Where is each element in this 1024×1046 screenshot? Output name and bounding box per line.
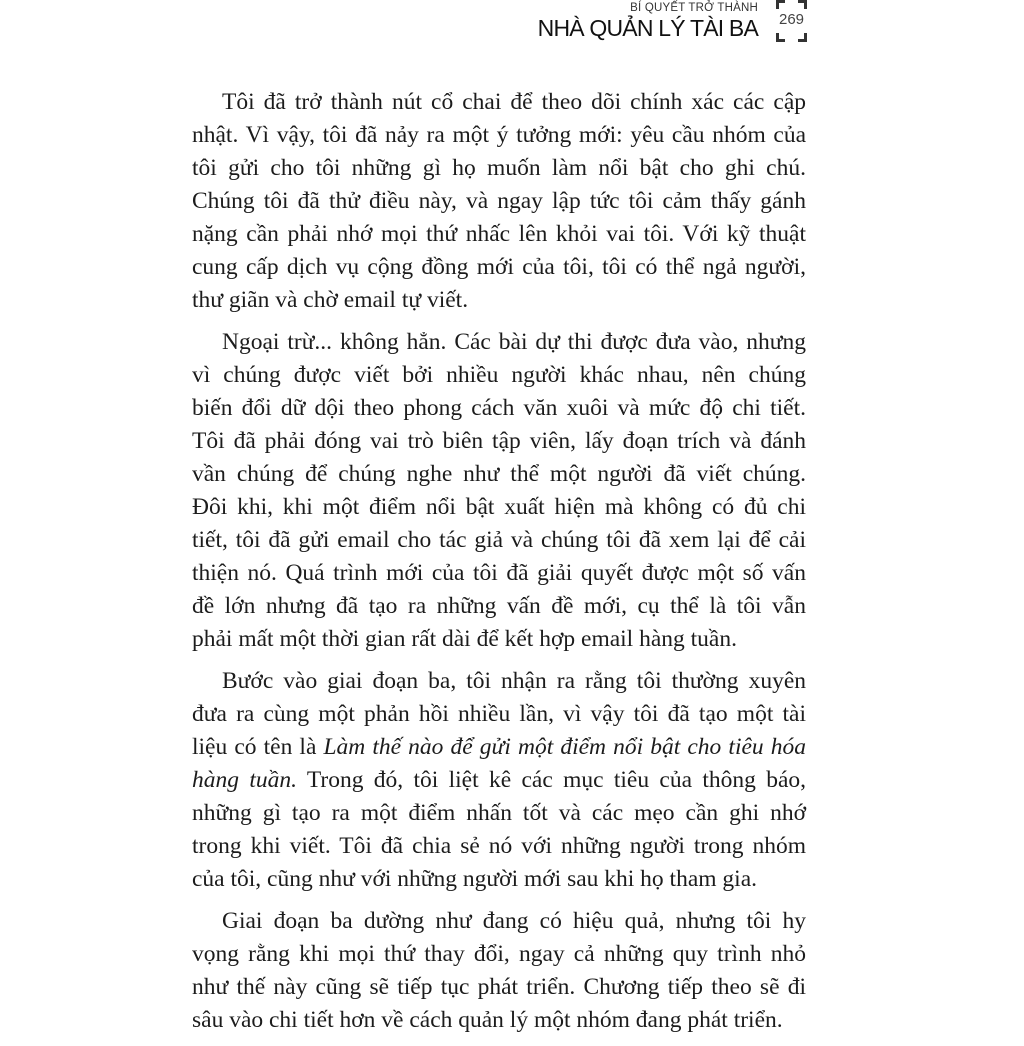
- text-line: [192, 731, 806, 764]
- text-segment: tiết, tôi đã gửi email cho tác giả và chúng tôi đã xem lại để cải: [192, 527, 806, 553]
- page-number-box: [776, 0, 807, 42]
- paragraph: [192, 86, 806, 317]
- text-segment: thiện nó. Quá trình mới của tôi đã giải quyết được một số vấn: [192, 560, 806, 586]
- text-line: [192, 218, 806, 251]
- text-line: [192, 326, 806, 359]
- text-segment: đề lớn nhưng đã tạo ra những vấn đề mới, cụ thể là tôi vẫn: [192, 593, 806, 619]
- text-line: [192, 938, 806, 971]
- paragraph: [192, 326, 806, 656]
- italic-title-text: hàng tuần.: [192, 767, 297, 793]
- text-segment: Trong đó, tôi liệt kê các mục tiêu của thông báo,: [296, 767, 807, 793]
- text-segment: vọng rằng khi mọi thứ thay đổi, ngay cả những quy trình nhỏ: [192, 941, 806, 967]
- text-segment: vì chúng được viết bởi nhiều người khác nhau, nên chúng: [192, 362, 806, 388]
- text-segment: nhật. Vì vậy, tôi đã nảy ra một ý tưởng mới: yêu cầu nhóm của: [192, 122, 806, 148]
- text-line: [192, 491, 806, 524]
- text-segment: như thế này cũng sẽ tiếp tục phát triển. Chương tiếp theo sẽ đi: [192, 974, 806, 1000]
- text-line: [192, 458, 806, 491]
- book-subtitle: BÍ QUYẾT TRỞ THÀNH: [630, 2, 758, 14]
- text-line: [192, 698, 806, 731]
- text-segment: sâu vào chi tiết hơn về cách quản lý một nhóm đang phát triển.: [192, 1007, 783, 1033]
- text-segment: của tôi, cũng như với những người mới sau khi họ tham gia.: [192, 866, 758, 892]
- text-line: [192, 665, 806, 698]
- text-segment: vần chúng để chúng nghe như thể một người đã viết chúng.: [192, 461, 806, 487]
- text-segment: Tôi đã phải đóng vai trò biên tập viên, lấy đoạn trích và đánh: [192, 428, 806, 454]
- text-line: [192, 905, 806, 938]
- corner-mark: [798, 33, 807, 42]
- text-line: [192, 830, 806, 863]
- text-line: [192, 152, 806, 185]
- text-line: [192, 392, 806, 425]
- text-line: [192, 86, 806, 119]
- text-segment: liệu có tên là: [192, 734, 324, 760]
- text-segment: những gì tạo ra một điểm nhấn tốt và các mẹo cần ghi nhớ: [192, 800, 806, 826]
- text-line: [192, 557, 806, 590]
- text-segment: Ngoại trừ... không hẳn. Các bài dự thi được đưa vào, nhưng: [222, 329, 806, 355]
- text-line: [192, 971, 806, 1004]
- text-line: [192, 764, 806, 797]
- paragraph: [192, 665, 806, 896]
- text-segment: Bước vào giai đoạn ba, tôi nhận ra rằng tôi thường xuyên: [222, 668, 806, 694]
- text-line: [192, 119, 806, 152]
- body-text: [192, 86, 806, 1046]
- text-line: [192, 1004, 806, 1037]
- paragraph: [192, 905, 806, 1037]
- text-segment: tôi gửi cho tôi những gì họ muốn làm nổi bật cho ghi chú.: [192, 155, 806, 181]
- text-line: [192, 863, 806, 896]
- page-number: 269: [778, 11, 805, 28]
- text-line: [192, 251, 806, 284]
- text-segment: nặng cần phải nhớ mọi thứ nhấc lên khỏi vai tôi. Với kỹ thuật: [192, 221, 806, 247]
- text-line: [192, 797, 806, 830]
- corner-mark: [798, 0, 807, 9]
- italic-title-text: Làm thế nào để gửi một điểm nổi bật cho tiêu hóa: [323, 734, 806, 760]
- text-segment: phải mất một thời gian rất dài để kết hợp email hàng tuần.: [192, 626, 737, 652]
- text-line: [192, 359, 806, 392]
- corner-mark: [776, 33, 785, 42]
- text-segment: thư giãn và chờ email tự viết.: [192, 287, 469, 313]
- text-line: [192, 425, 806, 458]
- book-title: NHÀ QUẢN LÝ TÀI BA: [537, 15, 758, 41]
- text-segment: Giai đoạn ba dường như đang có hiệu quả, nhưng tôi hy: [222, 908, 806, 934]
- text-segment: biến đổi dữ dội theo phong cách văn xuôi và mức độ chi tiết.: [192, 395, 806, 421]
- text-segment: đưa ra cùng một phản hồi nhiều lần, vì vậy tôi đã tạo một tài: [192, 701, 806, 727]
- text-line: [192, 623, 806, 656]
- text-segment: Đôi khi, khi một điểm nổi bật xuất hiện mà không có đủ chi: [192, 494, 806, 520]
- text-line: [192, 524, 806, 557]
- text-line: [192, 590, 806, 623]
- corner-mark: [776, 0, 785, 9]
- text-segment: Tôi đã trở thành nút cổ chai để theo dõi chính xác các cập: [222, 89, 806, 115]
- text-segment: Chúng tôi đã thử điều này, và ngay lập tức tôi cảm thấy gánh: [192, 188, 806, 214]
- text-line: [192, 284, 806, 317]
- text-line: [192, 185, 806, 218]
- text-segment: cung cấp dịch vụ cộng đồng mới của tôi, tôi có thể ngả người,: [192, 254, 806, 280]
- text-segment: trong khi viết. Tôi đã chia sẻ nó với những người trong nhóm: [192, 833, 806, 859]
